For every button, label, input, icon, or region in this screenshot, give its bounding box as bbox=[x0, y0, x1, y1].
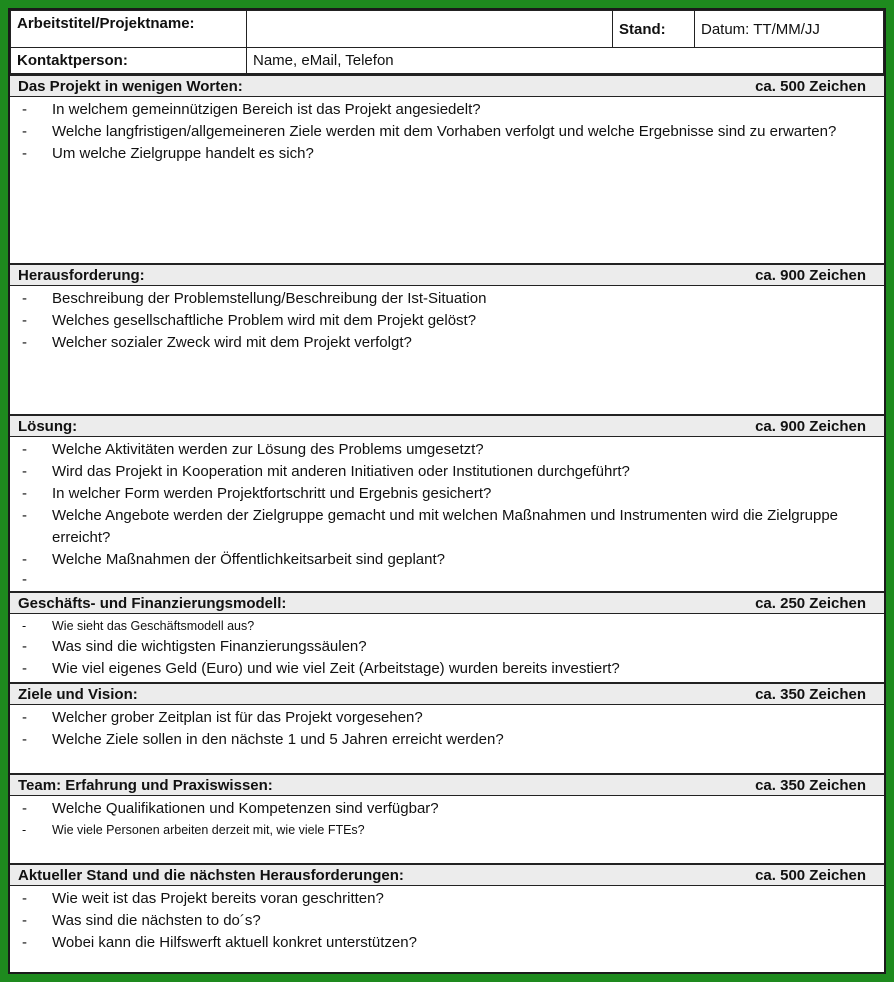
section-solution bbox=[10, 414, 884, 591]
section-current-status bbox=[10, 863, 884, 954]
section-title: Ziele und Vision: bbox=[18, 685, 138, 703]
section-title-bar bbox=[10, 263, 884, 286]
bullet-dash: - bbox=[22, 145, 27, 162]
item-text: Welche Angebote werden der Zielgruppe gemacht und mit welchen Maßnahmen und Instrumenten wird die Zielgruppe erreicht? bbox=[52, 507, 839, 546]
item-text: Was sind die nächsten to do´s? bbox=[52, 912, 261, 929]
item-text: Wird das Projekt in Kooperation mit anderen Initiativen oder Institutionen durchgeführt? bbox=[52, 463, 630, 480]
item-text: Wie viele Personen arbeiten derzeit mit, wie viele FTEs? bbox=[52, 823, 365, 837]
bullet-dash: - bbox=[22, 571, 27, 588]
date-field[interactable]: Datum: TT/MM/JJ bbox=[695, 11, 884, 48]
item-text: Welcher grober Zeitplan ist für das Projekt vorgesehen? bbox=[52, 709, 423, 726]
item-text: Welche Maßnahmen der Öffentlichkeitsarbeit sind geplant? bbox=[52, 551, 445, 568]
list-item bbox=[10, 729, 884, 751]
bullet-dash: - bbox=[22, 485, 27, 502]
section-title: Lösung: bbox=[18, 417, 78, 435]
section-body[interactable] bbox=[10, 614, 884, 682]
list-item bbox=[10, 505, 884, 549]
stand-label: Stand: bbox=[613, 11, 695, 48]
section-body[interactable] bbox=[10, 796, 884, 863]
bullet-dash: - bbox=[22, 463, 27, 480]
character-limit: ca. 500 Zeichen bbox=[755, 77, 866, 95]
item-text: Welcher sozialer Zweck wird mit dem Projekt verfolgt? bbox=[52, 334, 412, 351]
bullet-dash: - bbox=[22, 290, 27, 307]
list-item bbox=[10, 932, 884, 954]
list-item bbox=[10, 483, 884, 505]
section-title: Aktueller Stand und die nächsten Herausforderungen: bbox=[18, 866, 404, 884]
section-body[interactable] bbox=[10, 705, 884, 773]
project-title-field[interactable] bbox=[247, 11, 613, 48]
section-team bbox=[10, 773, 884, 863]
section-goals-vision bbox=[10, 682, 884, 773]
bullet-dash: - bbox=[22, 731, 27, 748]
section-title-bar bbox=[10, 591, 884, 614]
list-item bbox=[10, 798, 884, 820]
list-item bbox=[10, 310, 884, 332]
item-text: Beschreibung der Problemstellung/Beschreibung der Ist-Situation bbox=[52, 290, 487, 307]
list-item bbox=[10, 332, 884, 354]
bullet-dash: - bbox=[22, 551, 27, 568]
list-item bbox=[10, 910, 884, 932]
list-item bbox=[10, 888, 884, 910]
character-limit: ca. 900 Zeichen bbox=[755, 266, 866, 284]
bullet-dash: - bbox=[22, 912, 27, 929]
list-item bbox=[10, 616, 884, 636]
item-text: Um welche Zielgruppe handelt es sich? bbox=[52, 145, 314, 162]
section-body[interactable] bbox=[10, 437, 884, 591]
bullet-dash: - bbox=[22, 823, 27, 837]
character-limit: ca. 350 Zeichen bbox=[755, 776, 866, 794]
list-item bbox=[10, 549, 884, 571]
section-title-bar bbox=[10, 74, 884, 97]
list-item bbox=[10, 707, 884, 729]
character-limit: ca. 900 Zeichen bbox=[755, 417, 866, 435]
bullet-dash: - bbox=[22, 660, 27, 677]
bullet-dash: - bbox=[22, 709, 27, 726]
contact-label: Kontaktperson: bbox=[11, 48, 247, 74]
list-item bbox=[10, 288, 884, 310]
project-title-label: Arbeitstitel/Projektname: bbox=[11, 11, 247, 48]
bullet-dash: - bbox=[22, 800, 27, 817]
item-text: Wie viel eigenes Geld (Euro) und wie viel Zeit (Arbeitstage) wurden bereits investiert? bbox=[52, 660, 620, 677]
list-item bbox=[10, 99, 884, 121]
section-title: Geschäfts- und Finanzierungsmodell: bbox=[18, 594, 287, 612]
item-text: Wobei kann die Hilfswerft aktuell konkret unterstützen? bbox=[52, 934, 417, 951]
item-text: Welche Ziele sollen in den nächste 1 und 5 Jahren erreicht werden? bbox=[52, 731, 504, 748]
bullet-dash: - bbox=[22, 312, 27, 329]
project-form-sheet bbox=[8, 8, 886, 974]
section-body[interactable] bbox=[10, 886, 884, 954]
bullet-dash: - bbox=[22, 441, 27, 458]
section-title-bar bbox=[10, 773, 884, 796]
bullet-dash: - bbox=[22, 638, 27, 655]
section-body[interactable] bbox=[10, 97, 884, 263]
bullet-dash: - bbox=[22, 507, 27, 524]
section-business-model bbox=[10, 591, 884, 682]
list-item bbox=[10, 439, 884, 461]
item-text: Welche Qualifikationen und Kompetenzen sind verfügbar? bbox=[52, 800, 439, 817]
bullet-dash: - bbox=[22, 934, 27, 951]
contact-field[interactable]: Name, eMail, Telefon bbox=[247, 48, 884, 74]
item-text: Welche Aktivitäten werden zur Lösung des Problems umgesetzt? bbox=[52, 441, 484, 458]
item-text: Welche langfristigen/allgemeineren Ziele werden mit dem Vorhaben verfolgt und welche Ergebnisse sind zu erwarten? bbox=[52, 123, 837, 140]
bullet-dash: - bbox=[22, 890, 27, 907]
item-text: Wie weit ist das Projekt bereits voran geschritten? bbox=[52, 890, 384, 907]
form-header bbox=[10, 10, 884, 74]
list-item bbox=[10, 820, 884, 840]
bullet-dash: - bbox=[22, 123, 27, 140]
list-item bbox=[10, 636, 884, 658]
item-text: Was sind die wichtigsten Finanzierungssäulen? bbox=[52, 638, 367, 655]
item-text: Wie sieht das Geschäftsmodell aus? bbox=[52, 619, 255, 633]
section-challenge bbox=[10, 263, 884, 414]
section-title: Das Projekt in wenigen Worten: bbox=[18, 77, 243, 95]
section-overview bbox=[10, 74, 884, 263]
list-item bbox=[10, 143, 884, 165]
character-limit: ca. 250 Zeichen bbox=[755, 594, 866, 612]
bullet-dash: - bbox=[22, 101, 27, 118]
item-text: In welchem gemeinnützigen Bereich ist das Projekt angesiedelt? bbox=[52, 101, 481, 118]
section-body[interactable] bbox=[10, 286, 884, 414]
section-title: Herausforderung: bbox=[18, 266, 145, 284]
section-title: Team: Erfahrung und Praxiswissen: bbox=[18, 776, 273, 794]
character-limit: ca. 350 Zeichen bbox=[755, 685, 866, 703]
section-title-bar bbox=[10, 863, 884, 886]
list-item bbox=[10, 461, 884, 483]
item-text: In welcher Form werden Projektfortschritt und Ergebnis gesichert? bbox=[52, 485, 492, 502]
section-title-bar bbox=[10, 682, 884, 705]
list-item bbox=[10, 121, 884, 143]
character-limit: ca. 500 Zeichen bbox=[755, 866, 866, 884]
section-title-bar bbox=[10, 414, 884, 437]
bullet-dash: - bbox=[22, 619, 27, 633]
item-text: Welches gesellschaftliche Problem wird mit dem Projekt gelöst? bbox=[52, 312, 477, 329]
list-item bbox=[10, 658, 884, 680]
bullet-dash: - bbox=[22, 334, 27, 351]
